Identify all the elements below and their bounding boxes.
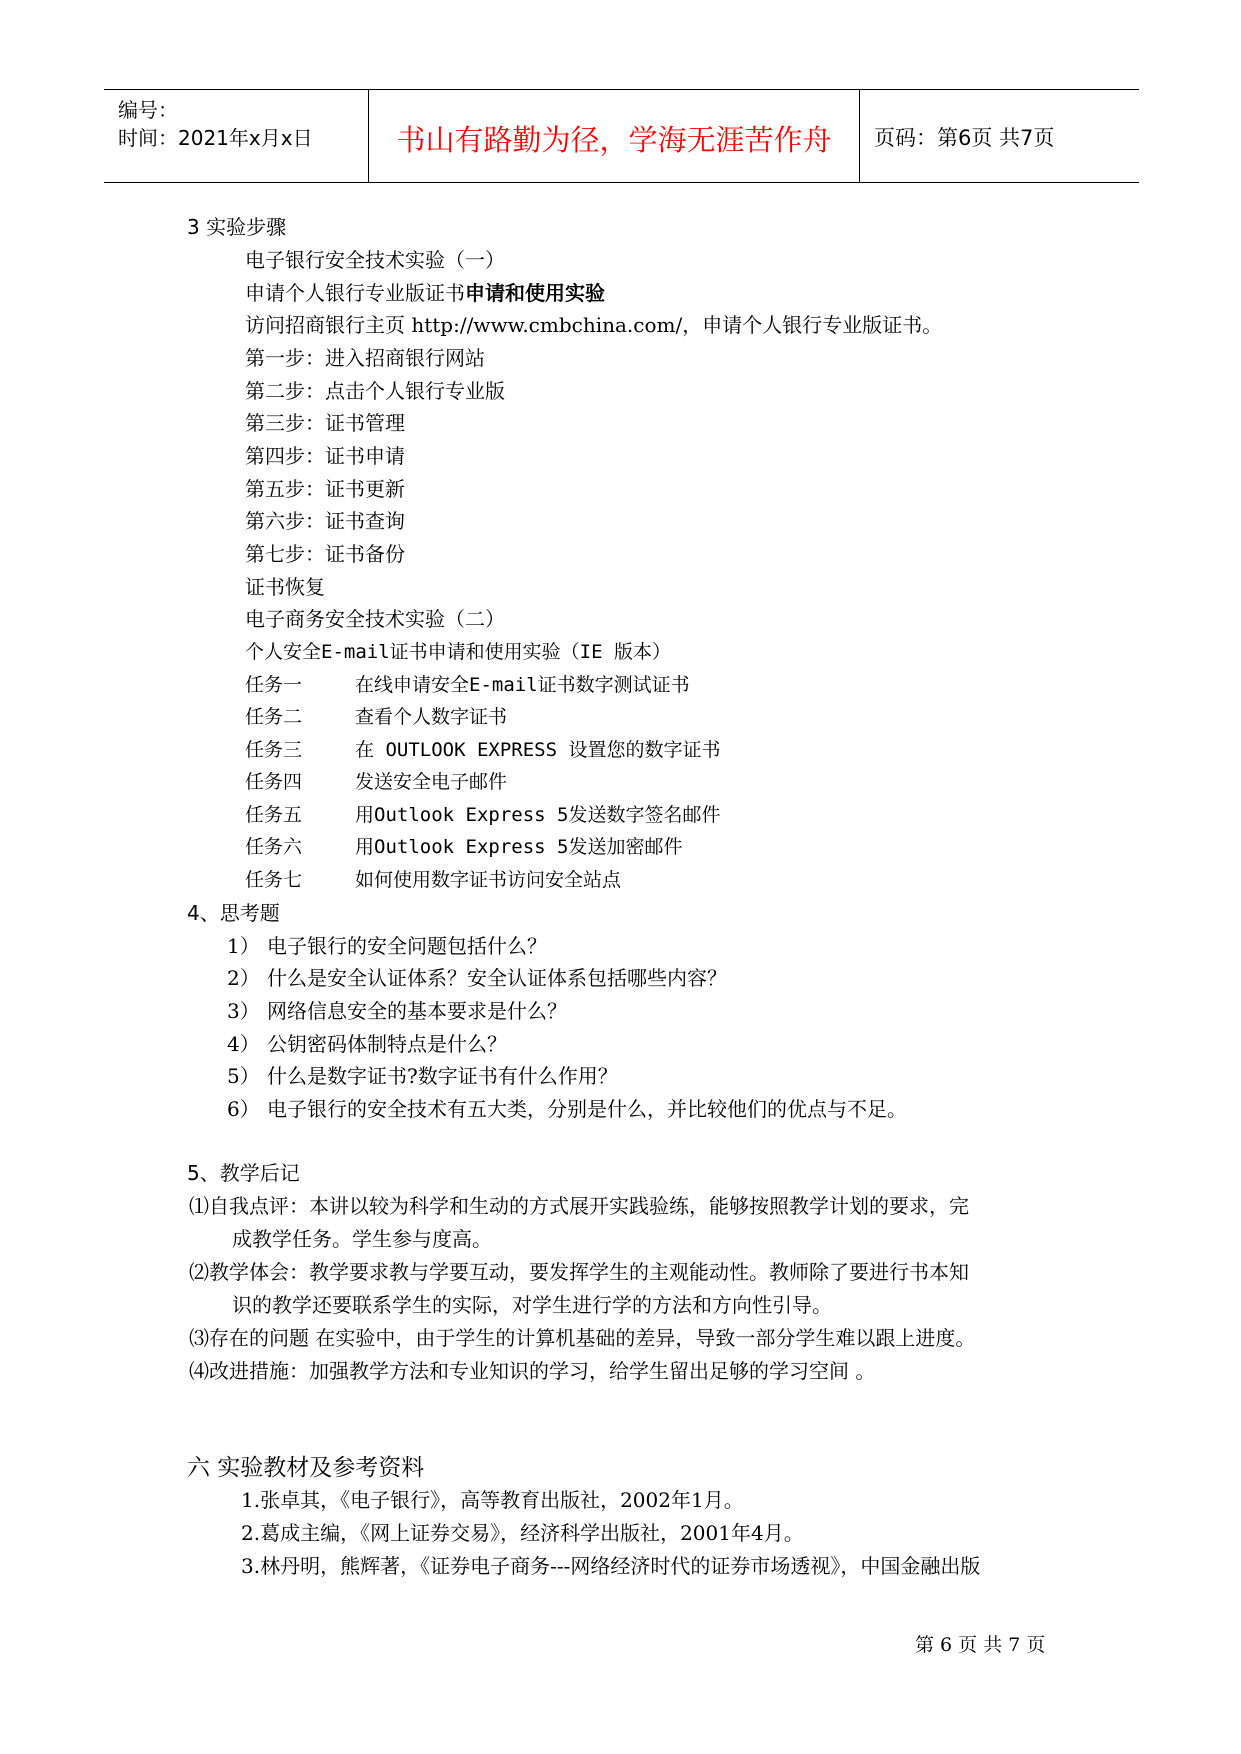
task-item xyxy=(245,806,720,825)
reflection-paragraph-cont: 成教学任务。学生参与度高。 xyxy=(232,1227,492,1251)
page-footer: 第 6 页 共 7 页 xyxy=(915,1634,1046,1656)
exp1-title: 电子银行安全技术实验（一） xyxy=(245,248,505,272)
reflection-paragraph: ⑷改进措施：加强教学方法和专业知识的学习，给学生留出足够的学习空间 。 xyxy=(189,1359,876,1383)
task-label: 任务四 xyxy=(245,771,303,793)
task-label: 任务五 xyxy=(245,804,303,826)
step-item: 第四步：证书申请 xyxy=(245,444,405,468)
question-number: 6） xyxy=(227,1097,260,1121)
question-text: 什么是安全认证体系？安全认证体系包括哪些内容？ xyxy=(267,966,727,990)
exp2-title: 电子商务安全技术实验（二） xyxy=(245,607,505,631)
header-number-label: 编号： xyxy=(118,98,178,122)
task-item xyxy=(245,871,621,890)
question-text: 电子银行的安全技术有五大类，分别是什么，并比较他们的优点与不足。 xyxy=(267,1097,907,1121)
step-item: 第二步：点击个人银行专业版 xyxy=(245,379,505,403)
email-title: 个人安全E-mail证书申请和使用实验（IE 版本） xyxy=(245,641,671,663)
question-text: 网络信息安全的基本要求是什么？ xyxy=(267,999,567,1023)
question-item xyxy=(227,968,727,988)
question-number: 2） xyxy=(227,966,260,990)
reference-item: 3.林丹明，熊辉著，《证券电子商务---网络经济时代的证券市场透视》，中国金融出版 xyxy=(241,1554,981,1578)
task-label: 任务六 xyxy=(245,836,303,858)
task-text: 在 OUTLOOK EXPRESS 设置您的数字证书 xyxy=(355,739,721,761)
cert-apply-title xyxy=(245,283,605,303)
task-item xyxy=(245,741,720,760)
task-item xyxy=(245,676,690,695)
question-item xyxy=(227,1099,907,1119)
task-text: 用Outlook Express 5发送加密邮件 xyxy=(355,836,683,858)
question-item xyxy=(227,1034,507,1054)
reference-item: 2.葛成主编，《网上证券交易》，经济科学出版社，2001年4月。 xyxy=(241,1521,804,1545)
reflection-paragraph: ⑴自我点评：本讲以较为科学和生动的方式展开实践验练，能够按照教学计划的要求，完 xyxy=(189,1194,969,1218)
question-item xyxy=(227,1001,567,1021)
question-text: 公钥密码体制特点是什么？ xyxy=(267,1032,507,1056)
step-item: 第七步：证书备份 xyxy=(245,542,405,566)
task-text: 如何使用数字证书访问安全站点 xyxy=(355,869,622,891)
task-item xyxy=(245,773,507,792)
section6-heading: 六 实验教材及参考资料 xyxy=(187,1455,425,1481)
task-item xyxy=(245,838,682,857)
reflection-paragraph-cont: 识的教学还要联系学生的实际，对学生进行学的方法和方向性引导。 xyxy=(232,1293,832,1317)
question-item xyxy=(227,936,547,956)
cert-apply-title-a: 申请个人银行专业版证书 xyxy=(245,281,465,305)
visit-line: 访问招商银行主页 http://www.cmbchina.com/，申请个人银行专业版证书。 xyxy=(245,313,943,337)
task-text: 发送安全电子邮件 xyxy=(355,771,508,793)
question-number: 4） xyxy=(227,1032,260,1056)
header-motto-cell xyxy=(368,90,860,182)
section3-heading: 3 实验步骤 xyxy=(187,215,287,239)
question-number: 1） xyxy=(227,934,260,958)
header-page-info: 页码：第6页 共7页 xyxy=(874,126,1055,150)
question-number: 3） xyxy=(227,999,260,1023)
reflection-paragraph: ⑶存在的问题 在实验中，由于学生的计算机基础的差异，导致一部分学生难以跟上进度。 xyxy=(189,1326,976,1350)
question-text: 电子银行的安全问题包括什么？ xyxy=(267,934,547,958)
cert-apply-title-b: 申请和使用实验 xyxy=(465,281,605,305)
step-item: 第三步：证书管理 xyxy=(245,411,405,435)
cert-restore: 证书恢复 xyxy=(245,575,325,599)
task-label: 任务七 xyxy=(245,869,303,891)
reference-item: 1.张卓其，《电子银行》，高等教育出版社，2002年1月。 xyxy=(241,1488,744,1512)
question-text: 什么是数字证书?数字证书有什么作用？ xyxy=(267,1064,618,1088)
reflection-paragraph: ⑵教学体会：教学要求教与学要互动，要发挥学生的主观能动性。教师除了要进行书本知 xyxy=(189,1260,969,1284)
section5-heading: 5、教学后记 xyxy=(187,1161,300,1185)
page-header xyxy=(104,89,1139,183)
task-text: 在线申请安全E-mail证书数字测试证书 xyxy=(355,674,690,696)
step-item: 第一步：进入招商银行网站 xyxy=(245,346,485,370)
task-label: 任务三 xyxy=(245,739,303,761)
step-item: 第五步：证书更新 xyxy=(245,477,405,501)
step-item: 第六步：证书查询 xyxy=(245,509,405,533)
header-left-cell xyxy=(104,90,368,182)
header-time-label: 时间：2021年x月x日 xyxy=(118,126,313,150)
header-page-cell xyxy=(860,90,1139,182)
task-label: 任务一 xyxy=(245,674,303,696)
header-motto: 书山有路勤为径，学海无涯苦作舟 xyxy=(396,123,832,157)
task-text: 查看个人数字证书 xyxy=(355,706,508,728)
task-label: 任务二 xyxy=(245,706,303,728)
task-item xyxy=(245,708,507,727)
question-item xyxy=(227,1066,618,1086)
task-text: 用Outlook Express 5发送数字签名邮件 xyxy=(355,804,721,826)
section4-heading: 4、思考题 xyxy=(187,901,280,925)
question-number: 5） xyxy=(227,1064,260,1088)
